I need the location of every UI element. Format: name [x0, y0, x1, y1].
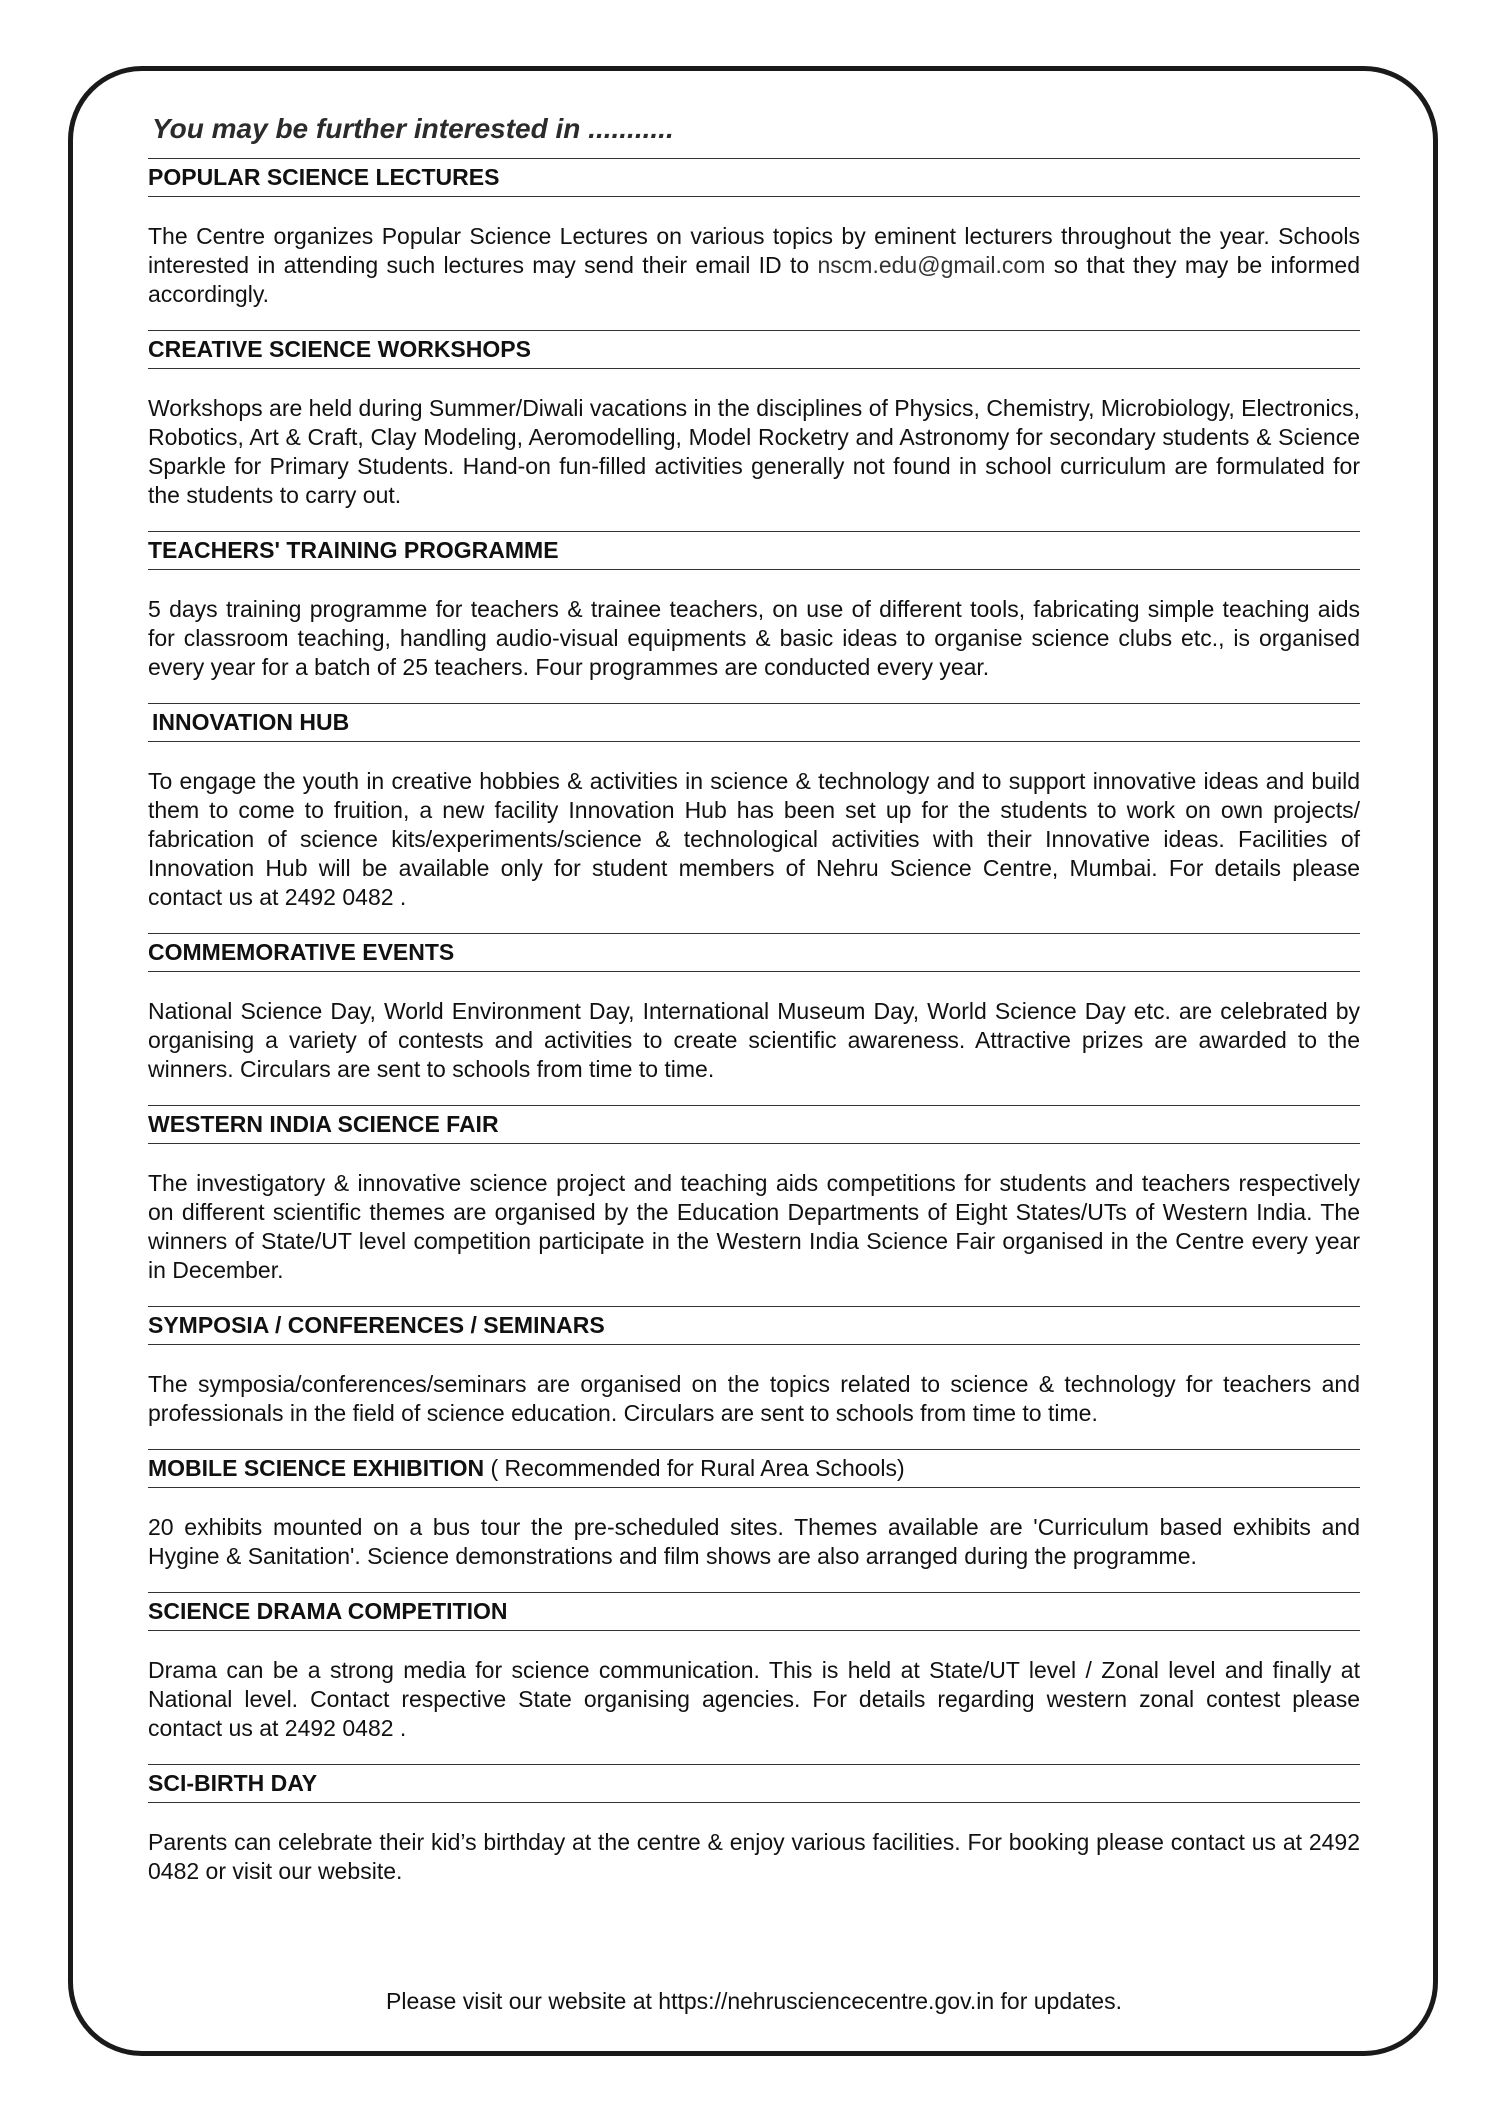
section-body: Workshops are held during Summer/Diwali vacations in the disciplines of Physics, Chemistry, Microbiology, Electronics, Robotics, Art & Craft, Clay Modeling, Aeromodelling, Model Rocketry and Astronomy for secondary students & Science Sparkle for Primary Students. Hand-on fun-filled activities generally not found in school curriculum are formulated for the students to carry out.	[148, 395, 1360, 508]
section-science-drama-competition	[148, 1592, 1360, 1743]
body-text-start: The Centre organizes Popular Science Lectures on various topics by eminent lecturers throughout the year. Schools interested in attending such lectures may send their email ID to	[148, 223, 1360, 278]
section-body: National Science Day, World Environment Day, International Museum Day, World Science Day etc. are celebrated by organising a variety of contests and activities to create scientific awareness. Attractive prizes are awarded to the winners. Circulars are sent to schools from time to time.	[148, 998, 1360, 1082]
section-title: SYMPOSIA / CONFERENCES / SEMINARS	[148, 1306, 1360, 1345]
section-title: SCI-BIRTH DAY	[148, 1764, 1360, 1803]
section-body: To engage the youth in creative hobbies & activities in science & technology and to support innovative ideas and build them to come to fruition, a new facility Innovation Hub has been set up for the students to work on own projects/ fabrication of science kits/experiments/science & technological activities with their Innovative ideas. Facilities of Innovation Hub will be available only for student members of Nehru Science Centre, Mumbai. For details please contact us at 2492 0482 .	[148, 768, 1360, 910]
section-western-india-science-fair	[148, 1105, 1360, 1285]
body-text-end: so that they may be informed accordingly.	[148, 252, 1360, 307]
section-body: The symposia/conferences/seminars are organised on the topics related to science & technology for teachers and professionals in the field of science education. Circulars are sent to schools from time to time.	[148, 1371, 1360, 1426]
section-body: Drama can be a strong media for science communication. This is held at State/UT level / Zonal level and finally at National level. Contact respective State organising agencies. For details regarding western zonal contest please contact us at 2492 0482 .	[148, 1657, 1360, 1741]
section-title: SCIENCE DRAMA COMPETITION	[148, 1592, 1360, 1631]
section-body: The investigatory & innovative science project and teaching aids competitions for students and teachers respectively on different scientific themes are organised by the Education Departments of Eight States/UTs of Western India. The winners of State/UT level competition participate in the Western India Science Fair organised in the Centre every year in December.	[148, 1170, 1360, 1283]
section-mobile-science-exhibition	[148, 1449, 1360, 1571]
section-note: ( Recommended for Rural Area Schools)	[484, 1455, 905, 1481]
section-body: Parents can celebrate their kid’s birthday at the centre & enjoy various facilities. For booking please contact us at 2492 0482 or visit our website.	[148, 1829, 1360, 1884]
section-innovation-hub	[148, 703, 1360, 912]
section-teachers-training-programme	[148, 531, 1360, 682]
section-popular-science-lectures	[148, 158, 1360, 309]
section-title: WESTERN INDIA SCIENCE FAIR	[148, 1105, 1360, 1144]
section-title: CREATIVE SCIENCE WORKSHOPS	[148, 330, 1360, 369]
section-body	[148, 222, 1360, 309]
section-commemorative-events	[148, 933, 1360, 1084]
content-area	[148, 112, 1360, 1907]
section-title: COMMEMORATIVE EVENTS	[148, 933, 1360, 972]
section-title: MOBILE SCIENCE EXHIBITION	[148, 1455, 485, 1481]
section-creative-science-workshops	[148, 330, 1360, 510]
page-heading: You may be further interested in ...........	[152, 113, 674, 144]
section-title: POPULAR SCIENCE LECTURES	[148, 158, 1360, 197]
section-header-row	[148, 1449, 1360, 1488]
section-title: INNOVATION HUB	[148, 703, 1360, 742]
section-body: 20 exhibits mounted on a bus tour the pre-scheduled sites. Themes available are 'Curriculum based exhibits and Hygine & Sanitation'. Science demonstrations and film shows are also arranged during the programme.	[148, 1514, 1360, 1569]
section-body: 5 days training programme for teachers & trainee teachers, on use of different tools, fabricating simple teaching aids for classroom teaching, handling audio-visual equipments & basic ideas to organise science clubs etc., is organised every year for a batch of 25 teachers. Four programmes are conducted every year.	[148, 596, 1360, 680]
section-sci-birth-day	[148, 1764, 1360, 1886]
email-link[interactable]: nscm.edu@gmail.com	[817, 252, 1046, 278]
section-title: TEACHERS' TRAINING PROGRAMME	[148, 531, 1360, 570]
section-symposia-conferences-seminars	[148, 1306, 1360, 1428]
footer-website-note: Please visit our website at https://nehrusciencecentre.gov.in for updates.	[386, 1988, 1122, 2014]
